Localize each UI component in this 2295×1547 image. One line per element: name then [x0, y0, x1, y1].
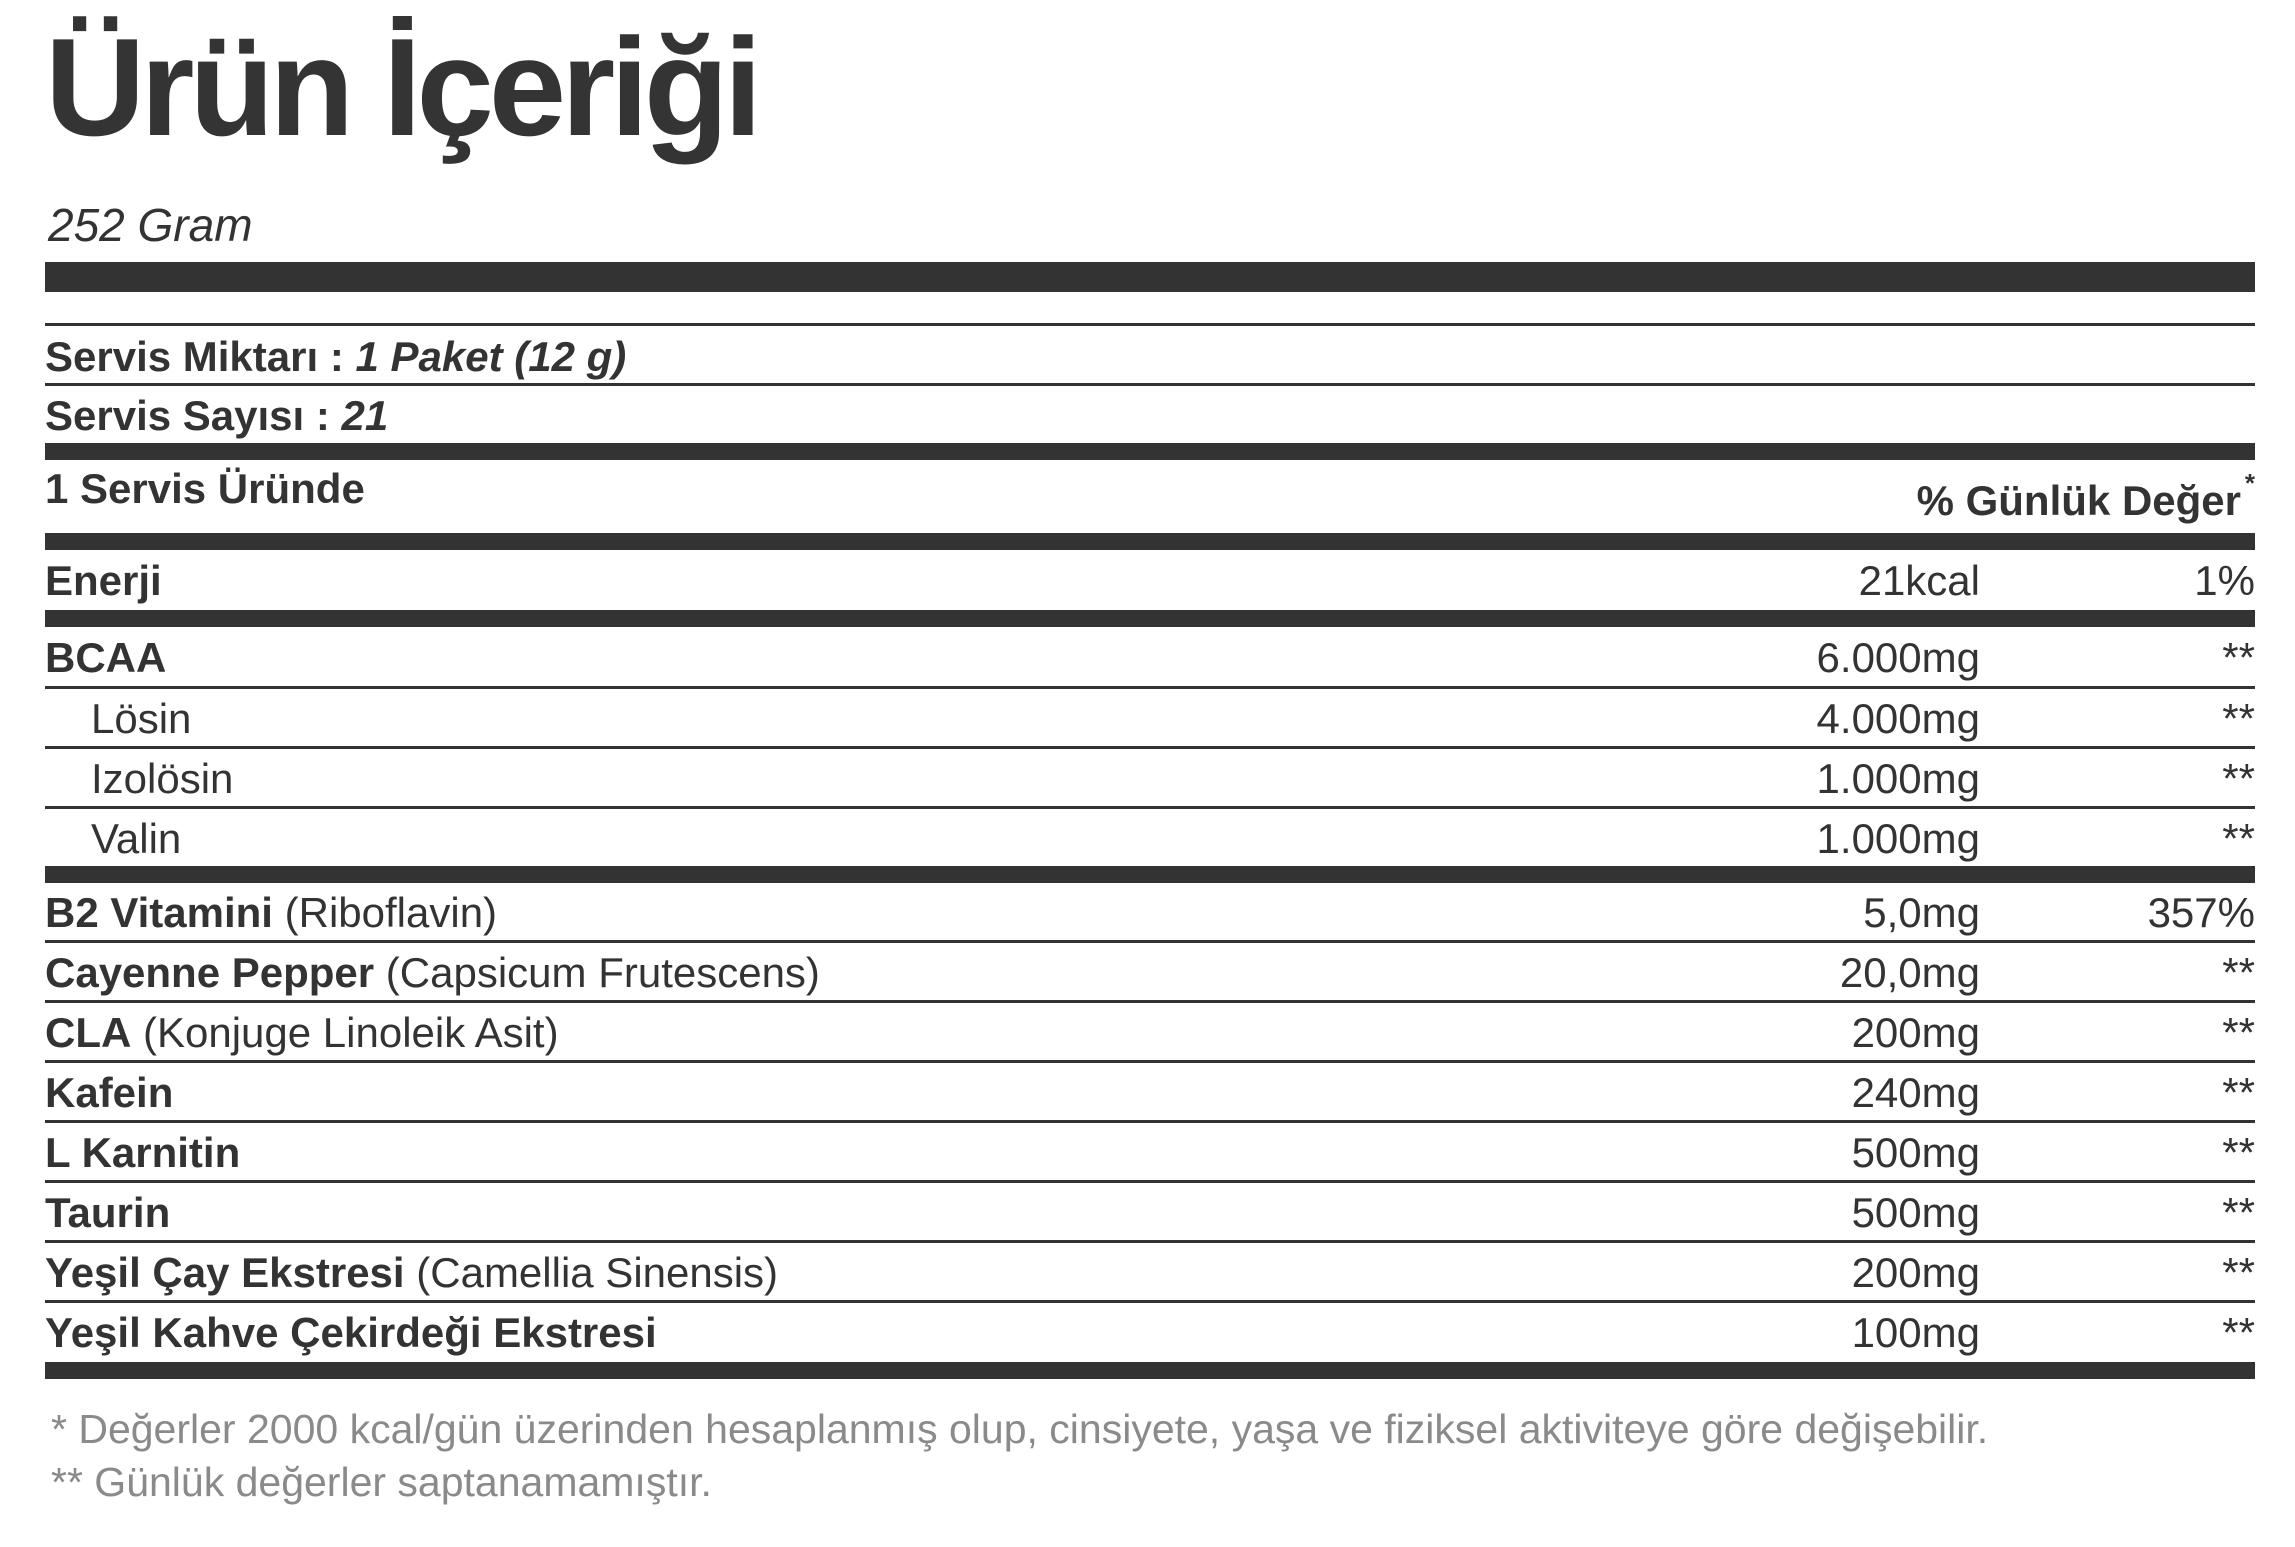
divider-thin	[45, 323, 2255, 326]
footnote-undetermined: ** Günlük değerler saptanamamıştır.	[51, 1459, 712, 1505]
nutrient-daily-value: **	[2222, 1188, 2255, 1236]
nutrient-amount: 1.000mg	[1816, 814, 1980, 862]
nutrient-name: BCAA	[45, 633, 167, 681]
nutrient-row	[45, 1304, 2255, 1360]
nutrient-row	[45, 552, 2255, 608]
nutrient-daily-value: **	[2222, 1308, 2255, 1356]
nutrient-row	[45, 1244, 2255, 1300]
nutrient-row	[45, 690, 2255, 746]
nutrient-amount: 200mg	[1851, 1008, 1980, 1056]
nutrient-row	[45, 944, 2255, 1000]
nutrient-daily-value: **	[2222, 1248, 2255, 1296]
serving-count-label: Servis Sayısı :	[45, 392, 342, 439]
nutrient-amount: 500mg	[1851, 1128, 1980, 1176]
nutrient-row	[45, 1184, 2255, 1240]
nutrient-detail: (Riboflavin)	[272, 888, 498, 936]
nutrient-row	[45, 810, 2255, 866]
divider-thin	[45, 746, 2255, 749]
divider-thin	[45, 1120, 2255, 1123]
nutrient-amount: 4.000mg	[1816, 694, 1980, 742]
nutrient-name: L Karnitin	[45, 1128, 241, 1176]
nutrient-daily-value: 357%	[2147, 888, 2255, 936]
nutrient-name: Lösin	[91, 694, 192, 742]
nutrient-amount: 6.000mg	[1816, 633, 1980, 681]
serving-count	[45, 391, 388, 441]
nutrient-row	[45, 884, 2255, 940]
serving-size-label: Servis Miktarı :	[45, 333, 356, 380]
divider-medium	[45, 1362, 2255, 1379]
nutrient-name: Valin	[91, 814, 182, 862]
nutrient-name: Cayenne Pepper	[45, 948, 375, 996]
divider-thin	[45, 1060, 2255, 1063]
nutrient-row	[45, 750, 2255, 806]
net-weight: 252 Gram	[48, 199, 253, 251]
nutrient-detail: (Konjuge Linoleik Asit)	[131, 1008, 559, 1056]
per-serving-header: 1 Servis Üründe	[45, 465, 365, 512]
divider-thin	[45, 940, 2255, 943]
nutrient-name: Yeşil Çay Ekstresi	[45, 1248, 405, 1296]
nutrient-row	[45, 1064, 2255, 1120]
footnote-daily-value: * Değerler 2000 kcal/gün üzerinden hesaplanmış olup, cinsiyete, yaşa ve fiziksel aktiviteye göre değişebilir.	[51, 1406, 1989, 1452]
nutrient-detail: (Camellia Sinensis)	[404, 1248, 779, 1296]
divider-medium	[45, 443, 2255, 460]
nutrient-amount: 240mg	[1851, 1068, 1980, 1116]
daily-value-header: % Günlük Değer	[1916, 477, 2241, 524]
nutrition-label	[45, 0, 2255, 1547]
divider-thin	[45, 1240, 2255, 1243]
serving-count-value: 21	[341, 392, 389, 439]
divider-thin	[45, 1180, 2255, 1183]
nutrient-daily-value: **	[2222, 633, 2255, 681]
divider-medium	[45, 866, 2255, 883]
nutrient-name: Taurin	[45, 1188, 171, 1236]
divider-thin	[45, 383, 2255, 386]
nutrient-amount: 5,0mg	[1863, 888, 1980, 936]
divider-thin	[45, 686, 2255, 689]
nutrient-row	[45, 1124, 2255, 1180]
nutrient-name: Izolösin	[91, 754, 234, 802]
nutrient-row	[45, 629, 2255, 685]
nutrient-amount: 200mg	[1851, 1248, 1980, 1296]
serving-size	[45, 332, 626, 382]
nutrient-daily-value: **	[2222, 694, 2255, 742]
divider-medium	[45, 533, 2255, 550]
nutrient-name: Yeşil Kahve Çekirdeği Ekstresi	[45, 1308, 657, 1356]
nutrient-daily-value: **	[2222, 1068, 2255, 1116]
nutrient-name: Enerji	[45, 556, 162, 604]
nutrient-amount: 1.000mg	[1816, 754, 1980, 802]
nutrient-name: CLA	[45, 1008, 132, 1056]
nutrient-daily-value: **	[2222, 814, 2255, 862]
divider-thin	[45, 1300, 2255, 1303]
divider-medium	[45, 610, 2255, 627]
page-title: Ürün İçeriği	[45, 10, 758, 165]
nutrient-amount: 21kcal	[1858, 556, 1980, 604]
nutrient-daily-value: **	[2222, 1008, 2255, 1056]
nutrient-row	[45, 1004, 2255, 1060]
nutrient-amount: 100mg	[1851, 1308, 1980, 1356]
nutrient-amount: 500mg	[1851, 1188, 1980, 1236]
divider-thin	[45, 1000, 2255, 1003]
serving-size-value: 1 Paket (12 g)	[355, 333, 627, 380]
divider-thin	[45, 806, 2255, 809]
divider-thick	[45, 262, 2255, 292]
nutrient-daily-value: **	[2222, 754, 2255, 802]
nutrient-name: Kafein	[45, 1068, 174, 1116]
nutrient-daily-value: **	[2222, 1128, 2255, 1176]
daily-value-mark: *	[2244, 468, 2255, 498]
nutrient-name: B2 Vitamini	[45, 888, 273, 936]
nutrient-detail: (Capsicum Frutescens)	[374, 948, 820, 996]
nutrient-daily-value: 1%	[2194, 556, 2255, 604]
nutrient-amount: 20,0mg	[1839, 948, 1980, 996]
nutrient-daily-value: **	[2222, 948, 2255, 996]
